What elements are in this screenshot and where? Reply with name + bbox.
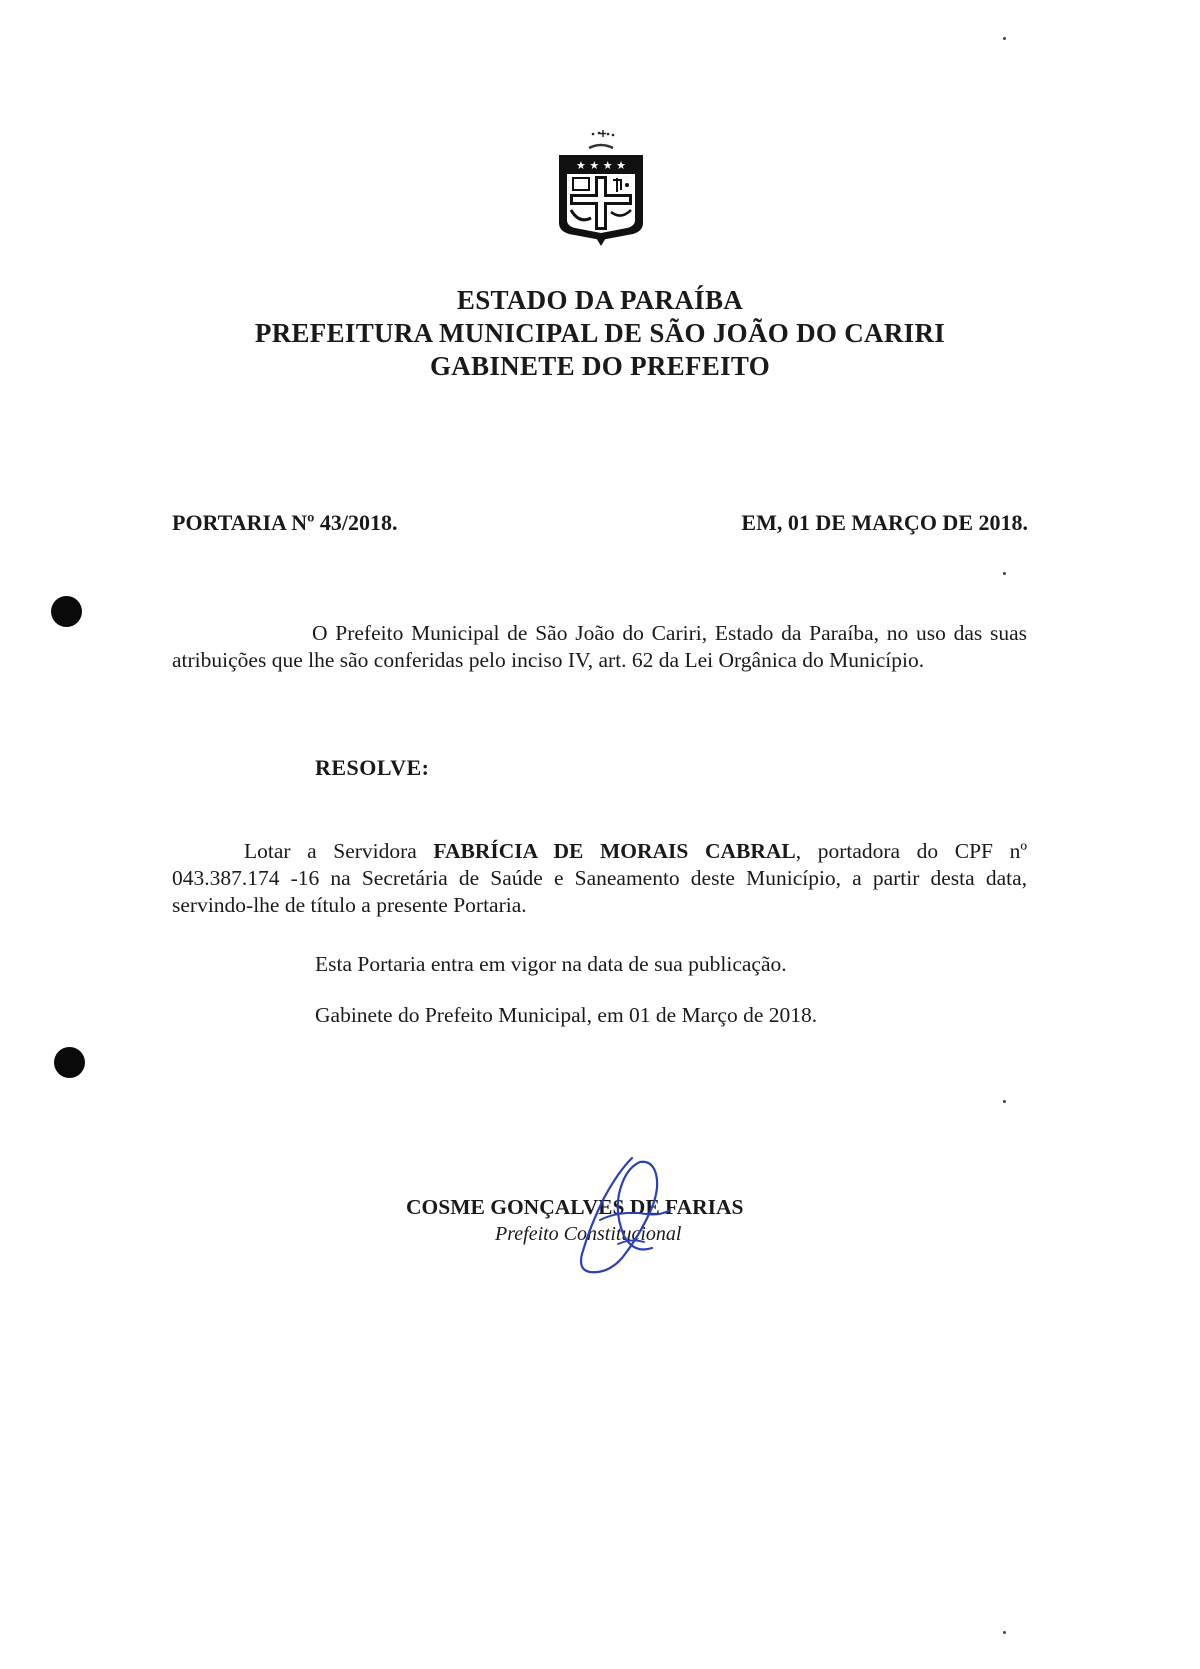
portaria-number: PORTARIA Nº 43/2018.	[172, 510, 398, 535]
scan-speck	[1003, 572, 1006, 575]
punch-hole-bottom	[54, 1047, 85, 1078]
letterhead-state: ESTADO DA PARAÍBA	[456, 285, 744, 315]
effective-clause: Esta Portaria entra em vigor na data de sua publicação.	[315, 952, 787, 976]
letterhead	[0, 284, 1200, 383]
letterhead-office: GABINETE DO PREFEITO	[429, 351, 771, 381]
signatory-title: Prefeito Constitucional	[495, 1223, 682, 1245]
letterhead-municipality: PREFEITURA MUNICIPAL DE SÃO JOÃO DO CARIRI	[254, 318, 946, 348]
employee-name: FABRÍCIA DE MORAIS CABRAL	[433, 839, 796, 863]
svg-text:★ ★ ★ ★: ★ ★ ★ ★	[576, 159, 626, 172]
scan-speck	[1003, 1631, 1006, 1634]
portaria-date: EM, 01 DE MARÇO DE 2018.	[741, 510, 1028, 535]
preamble-paragraph: O Prefeito Municipal de São João do Cariri, Estado da Paraíba, no uso das suas atribuições que lhe são conferidas pelo inciso IV, art. 62 da Lei Orgânica do Município.	[172, 621, 1027, 672]
scan-speck	[1003, 1100, 1006, 1103]
resolution-suffix: , portadora do CPF nº 043.387.174 -16 na Secretária de Saúde e Saneamento deste Município, a partir desta data, servindo-lhe de título a presente Portaria.	[172, 839, 1027, 917]
municipal-coat-of-arms-icon	[555, 128, 647, 246]
scan-speck	[1003, 37, 1006, 40]
punch-hole-top	[51, 596, 82, 627]
closing-line: Gabinete do Prefeito Municipal, em 01 de Março de 2018.	[315, 1003, 818, 1027]
signatory-name: COSME GONÇALVES DE FARIAS	[406, 1195, 744, 1219]
handwritten-signature	[560, 1150, 680, 1280]
resolution-paragraph	[172, 838, 1027, 919]
resolution-prefix: Lotar a Servidora	[244, 839, 434, 863]
resolve-heading: RESOLVE:	[315, 755, 430, 780]
